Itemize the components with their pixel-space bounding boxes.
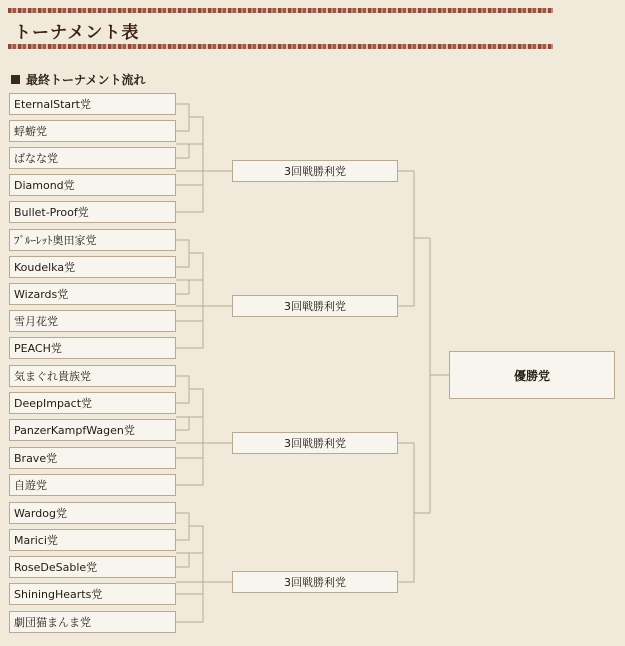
third-round-winner: 3回戦勝利党: [232, 571, 398, 593]
team-slot: ﾌﾞﾙｰﾚｯﾄ奥田家党: [9, 229, 176, 251]
team-slot: Marici党: [9, 529, 176, 551]
third-round-winner: 3回戦勝利党: [232, 160, 398, 182]
team-slot: 気まぐれ貴族党: [9, 365, 176, 387]
team-slot: ばなな党: [9, 147, 176, 169]
team-slot: EternalStart党: [9, 93, 176, 115]
team-slot: RoseDeSable党: [9, 556, 176, 578]
third-round-winner: 3回戦勝利党: [232, 295, 398, 317]
team-slot: Brave党: [9, 447, 176, 469]
team-slot: Diamond党: [9, 174, 176, 196]
team-slot: PanzerKampfWagen党: [9, 419, 176, 441]
section-title: 最終トーナメント流れ: [26, 72, 146, 87]
team-slot: Wizards党: [9, 283, 176, 305]
page-title: トーナメント表: [14, 23, 140, 43]
team-slot: Wardog党: [9, 502, 176, 524]
team-slot: 劇団猫まんま党: [9, 611, 176, 633]
third-round-winner: 3回戦勝利党: [232, 432, 398, 454]
team-slot: ShiningHearts党: [9, 583, 176, 605]
team-slot: 蜉蝣党: [9, 120, 176, 142]
team-slot: 雪月花党: [9, 310, 176, 332]
team-slot: PEACH党: [9, 337, 176, 359]
team-slot: 自遊党: [9, 474, 176, 496]
team-slot: Koudelka党: [9, 256, 176, 278]
team-slot: Bullet-Proof党: [9, 201, 176, 223]
champion-box: 優勝党: [449, 351, 615, 399]
team-slot: DeepImpact党: [9, 392, 176, 414]
